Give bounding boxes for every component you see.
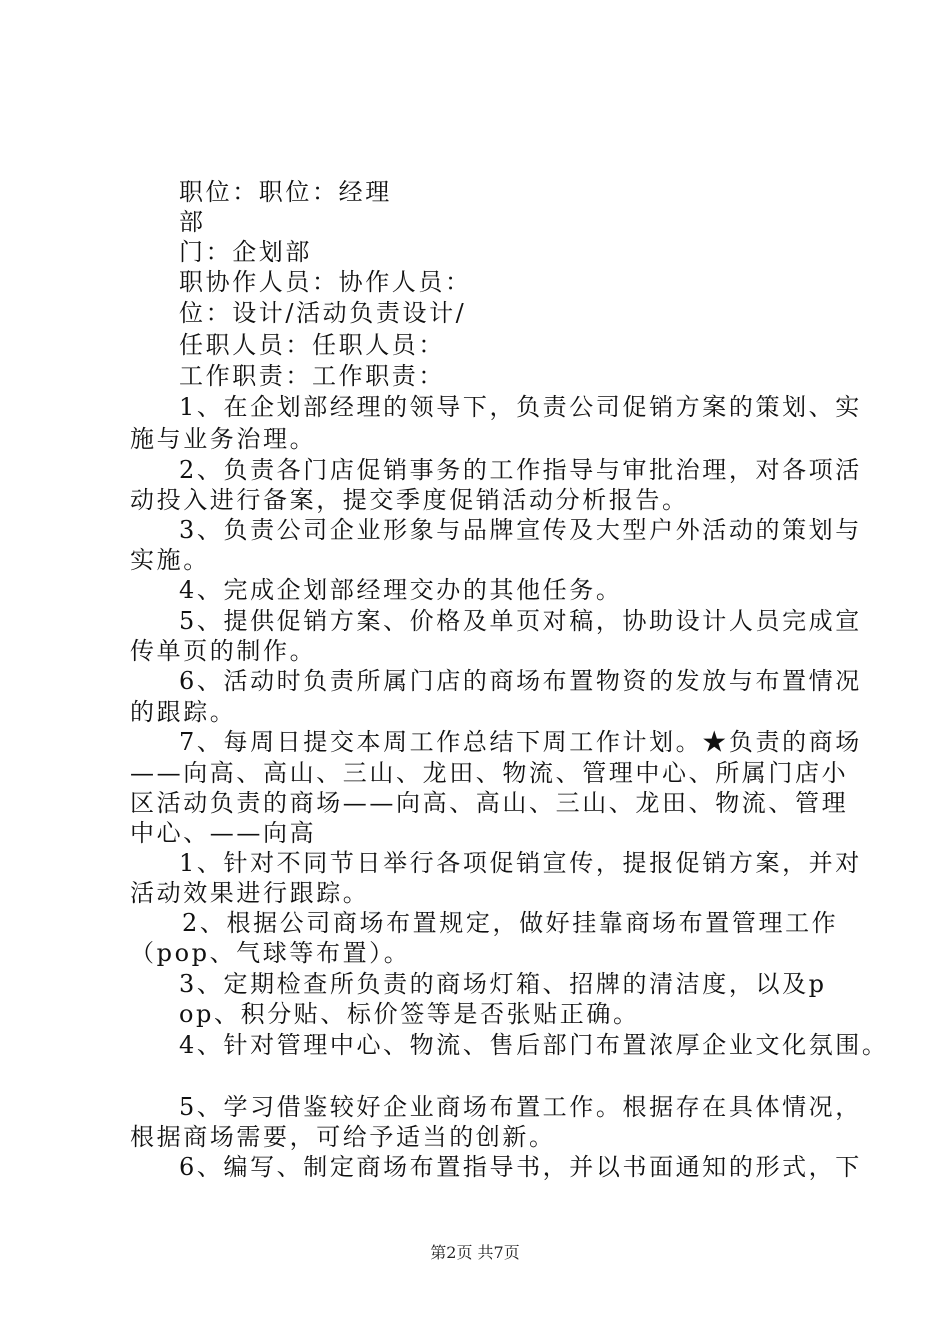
text-line: 3、负责公司企业形象与品牌宣传及大型户外活动的策划与: [179, 516, 862, 544]
text-line: 工作职责：工作职责：: [179, 362, 445, 390]
text-line: （pop、气球等布置）。: [130, 939, 411, 967]
text-line: 2、负责各门店促销事务的工作指导与审批治理，对各项活: [179, 456, 862, 484]
text-line: 动投入进行备案，提交季度促销活动分析报告。: [130, 486, 689, 514]
page-footer: 第2页 共7页: [430, 1243, 520, 1262]
text-line: 位：设计/活动负责设计/: [179, 299, 467, 327]
text-line: 活动效果进行跟踪。: [130, 879, 370, 907]
text-line: 6、编写、制定商场布置指导书，并以书面通知的形式，下: [179, 1153, 862, 1181]
text-line: 4、针对管理中心、物流、售后部门布置浓厚企业文化氛围。: [179, 1031, 889, 1059]
text-line: 任职人员：任职人员：: [179, 331, 445, 359]
text-line: 1、在企划部经理的领导下，负责公司促销方案的策划、实: [179, 393, 862, 421]
text-line: 职位：职位：经理: [179, 178, 392, 206]
text-line: op、积分贴、标价签等是否张贴正确。: [179, 1000, 640, 1028]
text-line: 门：企划部: [179, 238, 312, 266]
text-line: 3、定期检查所负责的商场灯箱、招牌的清洁度，以及p: [179, 970, 827, 998]
text-line: 职协作人员：协作人员：: [179, 268, 472, 296]
text-line: 5、提供促销方案、价格及单页对稿，协助设计人员完成宣: [179, 607, 862, 635]
text-line: 根据商场需要，可给予适当的创新。: [130, 1123, 556, 1151]
text-line: 区活动负责的商场——向高、高山、三山、龙田、物流、管理: [130, 789, 849, 817]
text-line: 2、根据公司商场布置规定，做好挂靠商场布置管理工作: [182, 909, 839, 937]
text-line: 部: [179, 208, 206, 236]
text-line: 的跟踪。: [130, 698, 237, 726]
text-line: ——向高、高山、三山、龙田、物流、管理中心、所属门店小: [130, 759, 849, 787]
text-line: 中心、——向高: [130, 819, 317, 847]
text-line: 7、每周日提交本周工作总结下周工作计划。★负责的商场: [179, 728, 862, 756]
text-line: 5、学习借鉴较好企业商场布置工作。根据存在具体情况，: [179, 1093, 862, 1121]
text-line: 4、完成企划部经理交办的其他任务。: [179, 576, 623, 604]
text-line: 6、活动时负责所属门店的商场布置物资的发放与布置情况: [179, 667, 862, 695]
text-line: 施与业务治理。: [130, 425, 317, 453]
text-line: 实施。: [130, 546, 210, 574]
text-line: 1、针对不同节日举行各项促销宣传，提报促销方案，并对: [179, 849, 862, 877]
text-line: 传单页的制作。: [130, 637, 317, 665]
